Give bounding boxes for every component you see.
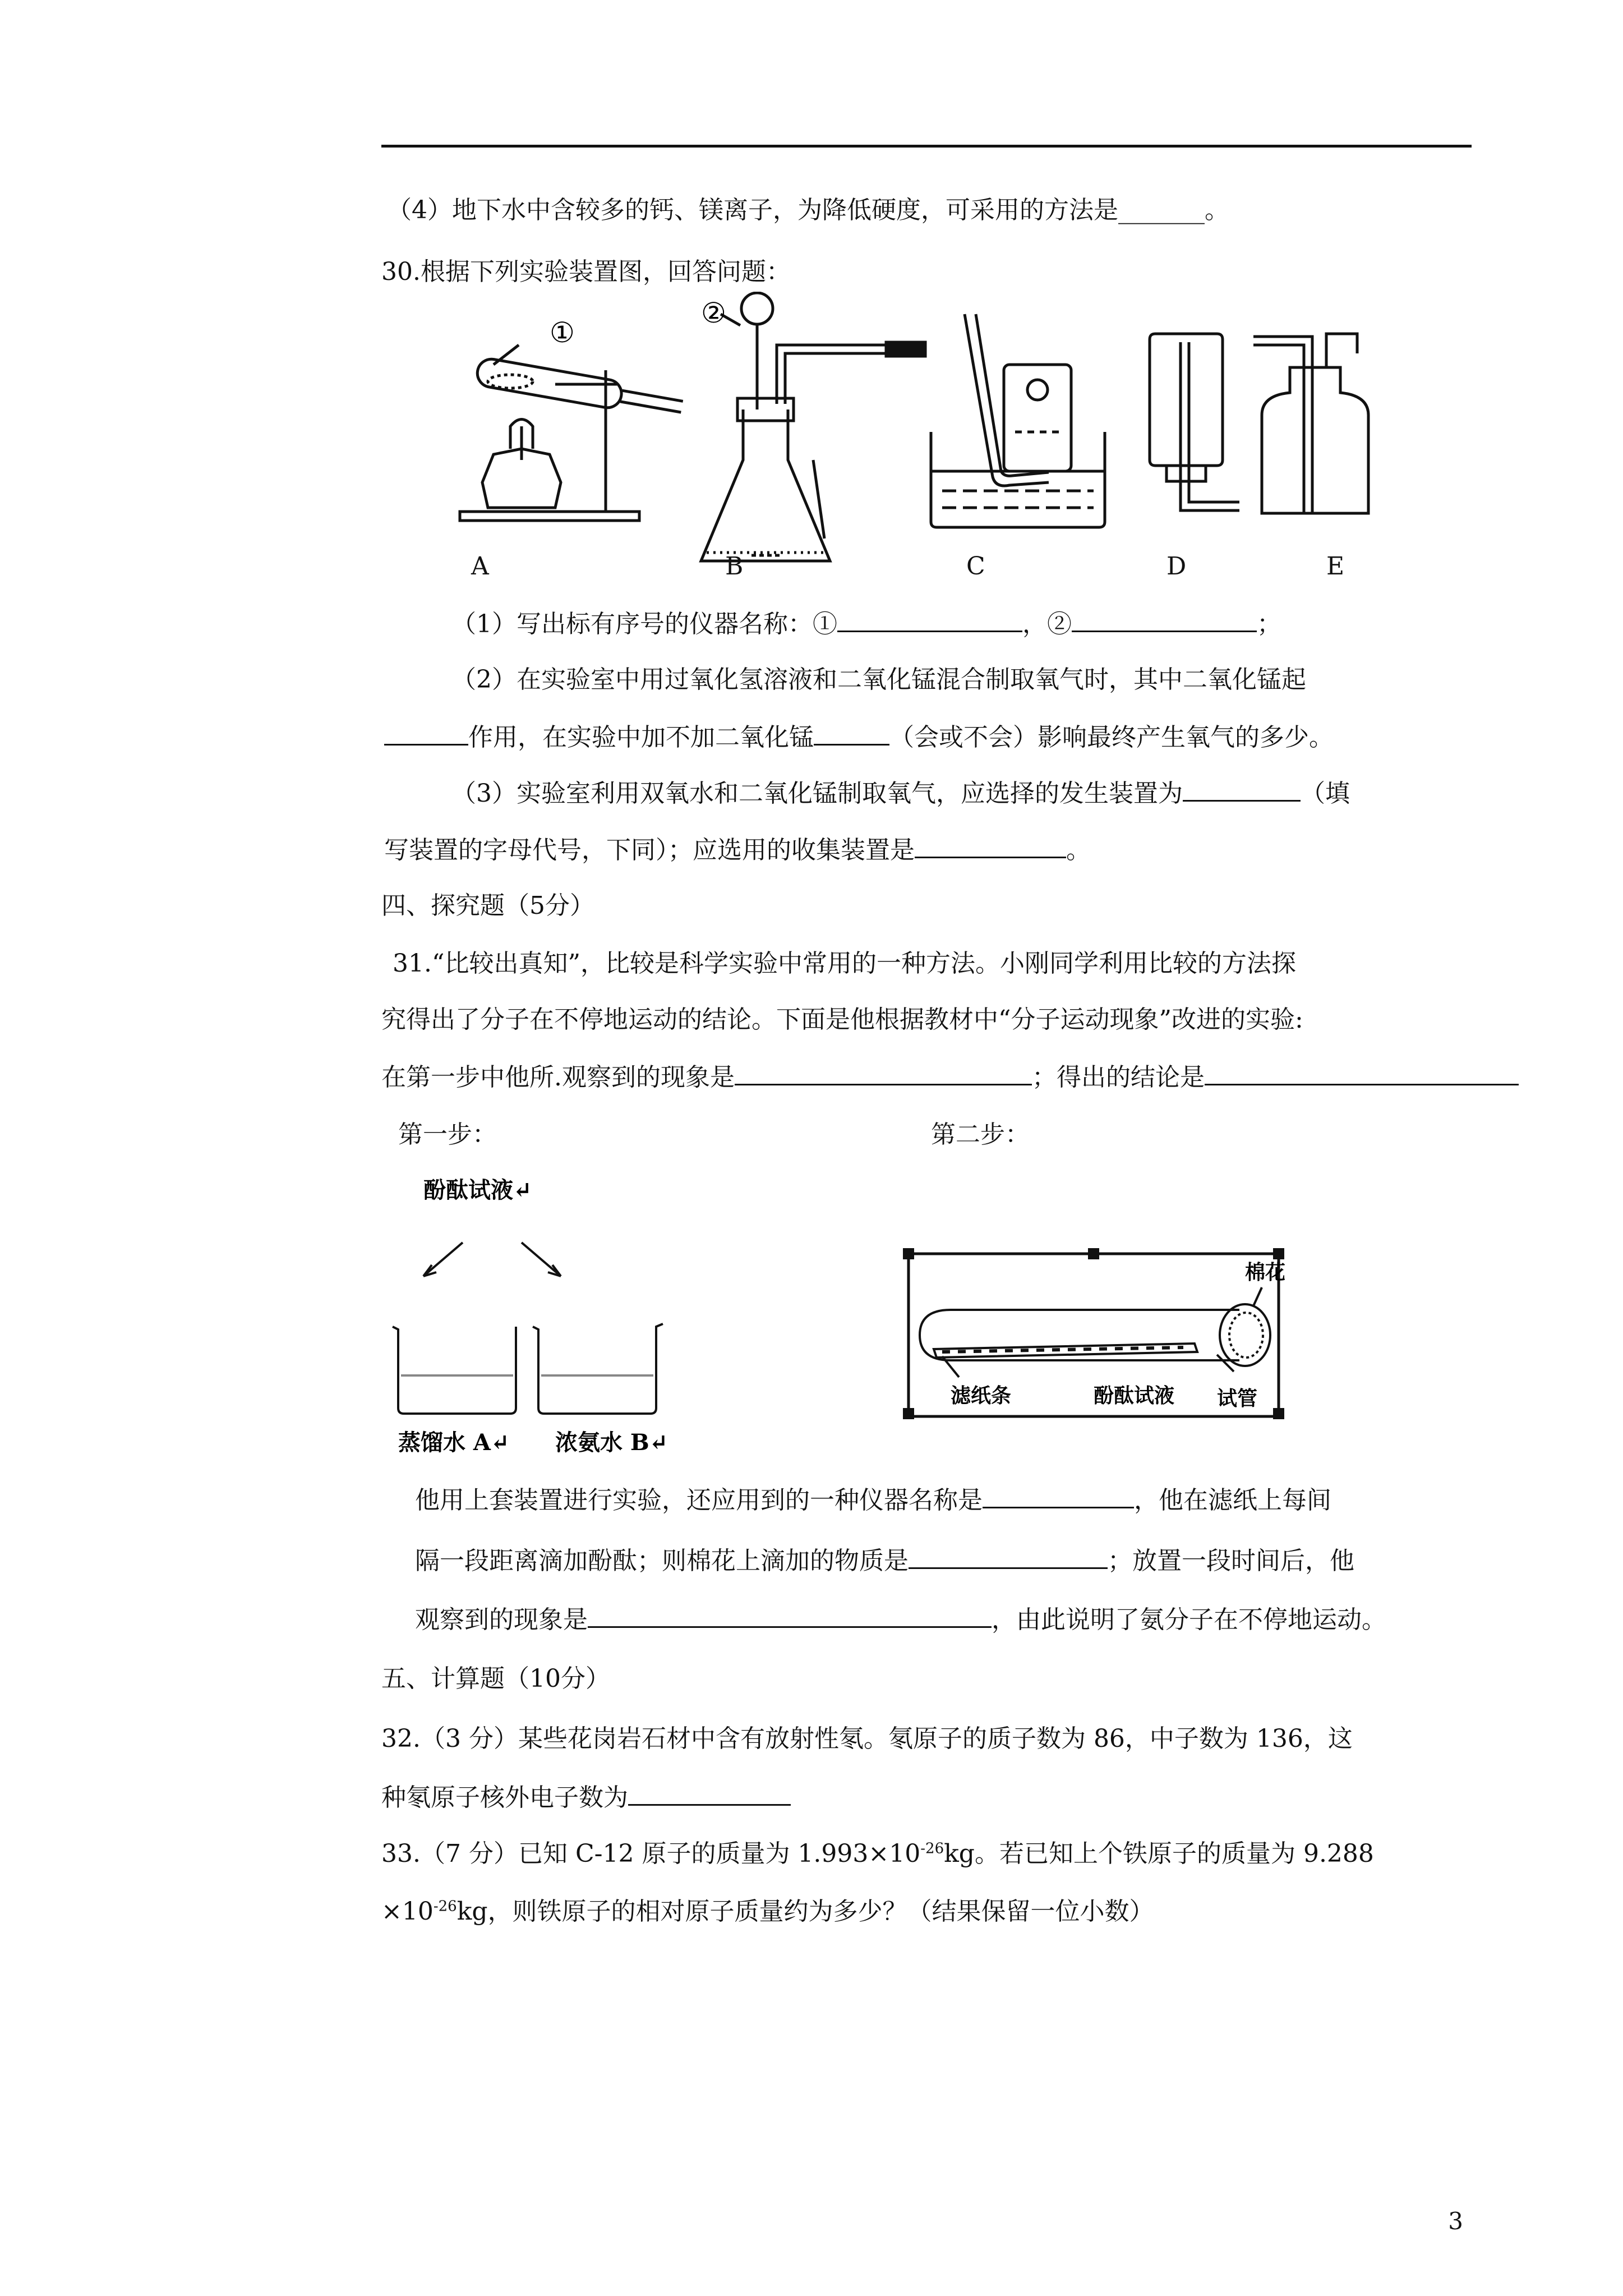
q31-line1: 31.“比较出真知”，比较是科学实验中常用的一种方法。小刚同学利用比较的方法探 bbox=[393, 949, 1296, 978]
stand-base bbox=[460, 512, 639, 521]
label-C: C bbox=[966, 552, 985, 581]
step2-figure bbox=[903, 1245, 1290, 1425]
answer-blank[interactable] bbox=[1072, 606, 1257, 632]
tube-label: 试管 bbox=[1217, 1387, 1258, 1410]
q29-4-line: （4）地下水中含较多的钙、镁离子，为降低硬度，可采用的方法是_______。 bbox=[387, 196, 1229, 224]
step1-figure bbox=[381, 1167, 695, 1464]
q32-line2: 种氡原子核外电子数为 bbox=[381, 1779, 791, 1815]
beaker-B-label: 浓氨水 B↵ bbox=[555, 1429, 668, 1456]
answer-blank[interactable] bbox=[909, 1543, 1108, 1569]
section5-title: 五、计算题（10分） bbox=[381, 1664, 610, 1693]
answer-blank[interactable] bbox=[1205, 1059, 1519, 1085]
answer-blank[interactable] bbox=[837, 606, 1022, 632]
gas-bottle-D bbox=[1150, 334, 1223, 466]
page-number: 3 bbox=[1448, 2207, 1463, 2235]
q30-1: （1）写出标有序号的仪器名称：① ，② ； bbox=[451, 606, 1281, 641]
q30-3-line2: 写装置的字母代号，下同）；应选用的收集装置是 。 bbox=[384, 832, 1091, 867]
q33-line2: $\times 10^{-26}kg$，则铁原子的相对原子质量约为多少？（结果保留一位小数） bbox=[381, 1897, 1154, 1926]
separatory-funnel bbox=[741, 293, 773, 324]
answer-blank[interactable] bbox=[915, 832, 1066, 858]
cotton-label: 棉花 bbox=[1245, 1260, 1286, 1284]
q30-stem: 30.根据下列实验装置图，回答问题： bbox=[381, 257, 791, 286]
beaker-A-label: 蒸馏水 A↵ bbox=[398, 1429, 510, 1456]
reagent-label: 酚酞试液↵ bbox=[423, 1177, 532, 1203]
section4-title: 四、探究题（5分） bbox=[381, 891, 594, 920]
conical-flask bbox=[701, 409, 830, 561]
q31-line2: 究得出了分子在不停地运动的结论。下面是他根据教材中“分子运动现象”改进的实验: bbox=[381, 1005, 1303, 1034]
answer-blank[interactable] bbox=[1183, 775, 1301, 802]
q30-2-line1: （2）在实验室中用过氧化氢溶液和二氧化锰混合制取氧气时，其中二氧化锰起 bbox=[451, 665, 1306, 694]
q30-2-line2: 作用，在实验中加不加二氧化锰 （会或不会）影响最终产生氧气的多少。 bbox=[384, 719, 1334, 754]
answer-blank[interactable] bbox=[628, 1779, 791, 1806]
q31-line6: 观察到的现象是 ，由此说明了氨分子在不停地运动。 bbox=[415, 1602, 1386, 1637]
circle-label-2: ② bbox=[701, 297, 726, 329]
label-A: A bbox=[471, 552, 489, 581]
q31-line5: 隔一段距离滴加酚酞；则棉花上滴加的物质是 ；放置一段时间后，他 bbox=[415, 1543, 1354, 1578]
label-D: D bbox=[1166, 552, 1187, 581]
apparatus-figure bbox=[437, 292, 1419, 595]
answer-blank[interactable] bbox=[983, 1482, 1134, 1508]
circle-label-1: ① bbox=[550, 316, 575, 349]
label-B: B bbox=[725, 552, 744, 581]
answer-blank[interactable] bbox=[814, 719, 889, 746]
q31-line3: 在第一步中他所.观察到的现象是 ；得出的结论是 bbox=[381, 1059, 1519, 1094]
step2-label: 第二步： bbox=[931, 1120, 1030, 1149]
label-E: E bbox=[1326, 552, 1345, 581]
q31-line4: 他用上套装置进行实验，还应用到的一种仪器名称是 ，他在滤纸上每间 bbox=[415, 1482, 1331, 1517]
q32-line1: 32.（3 分）某些花岗岩石材中含有放射性氡。氡原子的质子数为 86，中子数为 136，这 bbox=[381, 1724, 1353, 1753]
answer-blank[interactable] bbox=[735, 1059, 1032, 1085]
q33-line1: 33.（7 分）已知 C-12 原子的质量为 $1.993\times 10^{-26}kg$。若已知上个铁原子的质量为 9.288 bbox=[381, 1839, 1374, 1868]
water-trough bbox=[931, 432, 1105, 527]
step1-label: 第一步： bbox=[398, 1120, 497, 1149]
filter-strip-label: 滤纸条 bbox=[951, 1384, 1012, 1407]
answer-blank[interactable] bbox=[588, 1602, 992, 1628]
phenol-label: 酚酞试液 bbox=[1094, 1384, 1175, 1407]
q30-3-line1: （3）实验室利用双氧水和二氧化锰制取氧气，应选择的发生装置为 （填 bbox=[451, 775, 1350, 811]
header-rule bbox=[381, 145, 1472, 148]
gas-bottle-E bbox=[1262, 367, 1368, 513]
answer-blank[interactable] bbox=[384, 719, 468, 746]
